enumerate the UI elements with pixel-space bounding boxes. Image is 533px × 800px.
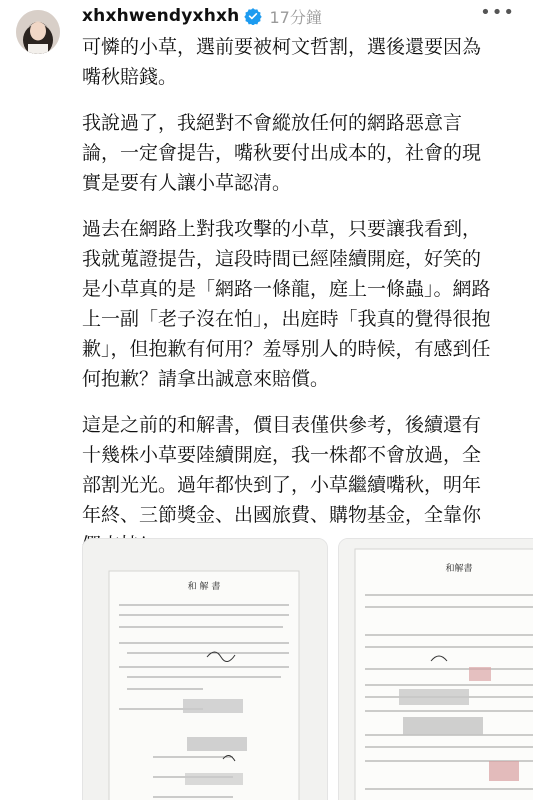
post-body xyxy=(82,32,522,576)
doc1-title: 和 解 書 xyxy=(187,582,221,592)
attachment-carousel[interactable] xyxy=(82,538,533,800)
post-paragraph-1: 可憐的小草，選前要被柯文哲割，選後還要因為 嘴秋賠錢。 xyxy=(82,36,482,88)
verified-badge-icon xyxy=(244,7,262,25)
settlement-document-image xyxy=(83,539,327,800)
doc2-title: 和解書 xyxy=(445,564,473,574)
settlement-document-image xyxy=(339,539,533,800)
profile-avatar-icon xyxy=(16,10,60,54)
post-header xyxy=(82,4,522,28)
username[interactable]: xhxhwendyxhxh xyxy=(82,6,240,26)
more-options-button[interactable]: ••• xyxy=(480,2,515,23)
attachment-image-1[interactable] xyxy=(82,538,328,800)
post-paragraph-3: 過去在網路上對我攻擊的小草，只要讓我看到， 我就蒐證提告，這段時間已經陸續開庭，好笑的 是小草真的是「網路一條龍，庭上一條蟲」。網路 上一副「老子沒在怕」，出庭時「我真的覺得很抱 歉」，但抱歉有何用？羞辱別人的時候，有感到任 何抱歉？請拿出誠意來賠償。 xyxy=(82,218,491,390)
attachment-image-2[interactable] xyxy=(338,538,533,800)
post-paragraph-4: 這是之前的和解書，價目表僅供參考，後續還有 十幾株小草要陸續開庭，我一株都不會放過，全 部割光光。過年都快到了，小草繼續嘴秋，明年 年終、三節獎金、出國旅費、購物基金，全靠你 xyxy=(82,414,482,526)
post-timestamp: 17分鐘 xyxy=(269,7,322,27)
post-paragraph-2: 我說過了，我絕對不會縱放任何的網路惡意言 論，一定會提告，嘴秋要付出成本的，社會的現 實是要有人讓小草認清。 xyxy=(82,112,482,194)
avatar[interactable] xyxy=(16,10,60,54)
